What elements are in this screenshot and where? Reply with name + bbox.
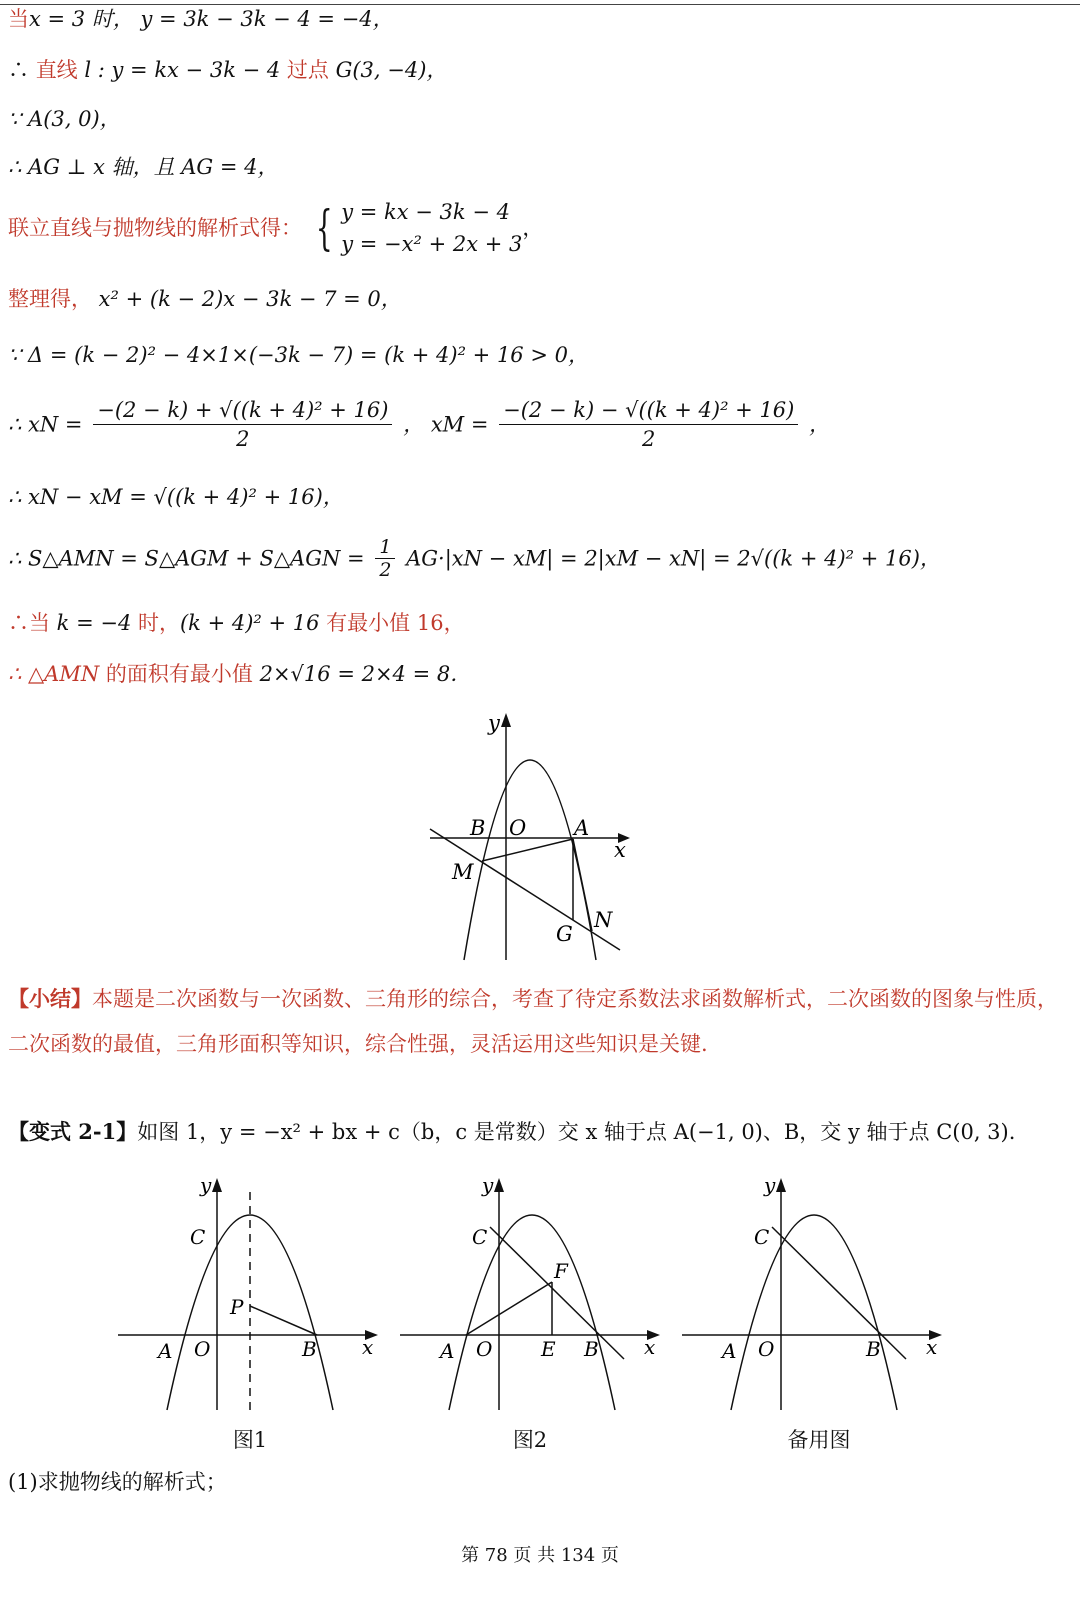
solution-line-10 (8, 536, 941, 581)
label-b: B (470, 816, 486, 840)
solution-line-7: ∵ Δ = (k − 2)² − 4×1×(−3k − 7) = (k + 4)² + 16 > 0， (8, 343, 589, 367)
segment-af (466, 1282, 552, 1335)
comma: ， (522, 216, 544, 240)
solution-line-11 (8, 608, 465, 638)
label-o: O (509, 816, 527, 840)
text-rearrange: 整理得， (8, 287, 92, 311)
label-c: C (472, 1225, 488, 1249)
label-n: N (594, 908, 613, 932)
label-b: B (584, 1337, 599, 1361)
label-c: C (754, 1225, 770, 1249)
segment-an (573, 839, 592, 931)
text-line: 直线 (35, 58, 78, 82)
variant-tag: 【变式 2-1】 (8, 1119, 138, 1144)
math-area-sum: ∴ S△AMN = S△AGM + S△AGN = (8, 546, 365, 571)
label-o: O (758, 1337, 775, 1361)
text-simultaneous: 联立直线与抛物线的解析式得： (8, 216, 302, 240)
math-quadratic: x² + (k − 2)x − 3k − 7 = 0， (92, 287, 402, 311)
line-bc (772, 1227, 906, 1359)
line-bc (490, 1227, 624, 1359)
figure-1 (118, 1172, 383, 1417)
label-a: A (574, 816, 590, 840)
label-c: C (190, 1225, 206, 1249)
math-area-expr: AG·|xN − xM| = 2|xM − xN| = 2√((k + 4)² + 16)， (406, 546, 941, 571)
summary-paragraph (8, 976, 1068, 1067)
label-o: O (194, 1337, 211, 1361)
figure-backup (682, 1172, 947, 1417)
label-a: A (158, 1339, 173, 1363)
fraction-xn (93, 396, 392, 453)
solution-line-3: ∵ A(3, 0)， (8, 107, 121, 131)
text-passes-point: 过点 (286, 58, 329, 82)
solution-line-6 (8, 284, 402, 314)
solution-line-5 (8, 196, 543, 260)
line-l (430, 829, 620, 950)
label-f: F (554, 1259, 568, 1283)
fraction-xm-num: −(2 − k) − √((k + 4)² + 16) (499, 396, 798, 425)
figure-backup-caption: 备用图 (787, 1428, 851, 1452)
label-y: y (482, 1173, 494, 1197)
fraction-half (375, 536, 395, 581)
label-o: O (476, 1337, 493, 1361)
math-point-g: G(3, −4)， (328, 58, 448, 82)
text-therefore-when: ∴当 (8, 611, 50, 635)
question-1: (1)求抛物线的解析式； (8, 1470, 227, 1494)
summary-text: 本题是二次函数与一次函数、三角形的综合，考查了待定系数法求函数解析式，二次函数的图象与性质，二次函数的最值，三角形面积等知识，综合性强，灵活运用这些知识是关键. (8, 987, 1058, 1056)
solution-line-2 (8, 55, 447, 85)
label-e: E (541, 1337, 556, 1361)
label-b: B (302, 1337, 317, 1361)
text-min-value: 有最小值 16， (326, 611, 465, 635)
summary-tag: 【小结】 (8, 986, 92, 1011)
system-eq-1: y = kx − 3k − 4 (341, 200, 510, 224)
solution-line-1 (8, 4, 394, 34)
text-area-min: 的面积有最小值 (105, 662, 253, 686)
math-area-result: 2×√16 = 2×4 = 8． (252, 662, 472, 686)
figure-1-caption: 图1 (232, 1428, 268, 1452)
comma: ， (809, 412, 831, 437)
math-x-eq-3: x = 3 时， (29, 7, 134, 31)
label-a: A (722, 1339, 737, 1363)
segment-pb (250, 1306, 317, 1335)
page-footer: 第 78 页 共 134 页 (461, 1545, 619, 1566)
text-when: 当 (8, 7, 29, 31)
solution-line-12 (8, 659, 471, 689)
label-x: x (926, 1335, 938, 1359)
equation-system (341, 196, 522, 260)
system-eq-2: y = −x² + 2x + 3 (341, 232, 523, 256)
segment-am (482, 839, 573, 861)
label-y: y (200, 1173, 212, 1197)
figure-2-caption: 图2 (512, 1428, 548, 1452)
fraction-xm (499, 396, 798, 453)
solution-line-4: ∴ AG ⊥ x 轴，且 AG = 4， (8, 155, 279, 179)
solution-line-8 (8, 396, 830, 453)
fraction-xm-den: 2 (642, 427, 656, 451)
main-figure (420, 705, 650, 970)
y-axis-arrow (776, 1178, 786, 1192)
fraction-half-den: 2 (379, 559, 392, 581)
variant-text: 如图 1，y = −x² + bx + c（b，c 是常数）交 x 轴于点 A(−1, 0)、B，交 y 轴于点 C(0, 3). (137, 1120, 1016, 1144)
label-y: y (488, 711, 500, 735)
math-triangle: ∴ △AMN (8, 662, 106, 686)
math-expr: (k + 4)² + 16 (179, 611, 327, 635)
label-b: B (866, 1337, 881, 1361)
y-axis-arrow (212, 1178, 222, 1192)
label-x: x (362, 1335, 374, 1359)
variant-line (8, 1117, 1015, 1147)
therefore-symbol: ∴ (8, 58, 36, 82)
y-axis-arrow (494, 1178, 504, 1192)
figure-2 (400, 1172, 665, 1417)
label-x: x (644, 1335, 656, 1359)
math-y-value: y = 3k − 3k − 4 = −4， (140, 7, 394, 31)
brace-symbol: { (315, 200, 333, 256)
math-line-eq: l : y = kx − 3k − 4 (77, 58, 287, 82)
label-a: A (440, 1339, 455, 1363)
label-m: M (452, 860, 474, 884)
y-axis-arrow (501, 713, 511, 727)
label-g: G (556, 922, 573, 946)
fraction-xn-den: 2 (236, 427, 250, 451)
math-xm-lhs: ， xM = (403, 412, 489, 437)
label-x: x (614, 838, 626, 862)
fraction-half-num: 1 (375, 536, 395, 559)
fraction-xn-num: −(2 − k) + √((k + 4)² + 16) (93, 396, 392, 425)
label-y: y (764, 1173, 776, 1197)
solution-line-9: ∴ xN − xM = √((k + 4)² + 16)， (8, 485, 344, 509)
math-xn-lhs: ∴ xN = (8, 412, 83, 437)
math-k-value: k = −4 (50, 611, 138, 635)
label-p: P (230, 1295, 244, 1319)
text-time: 时， (137, 611, 180, 635)
